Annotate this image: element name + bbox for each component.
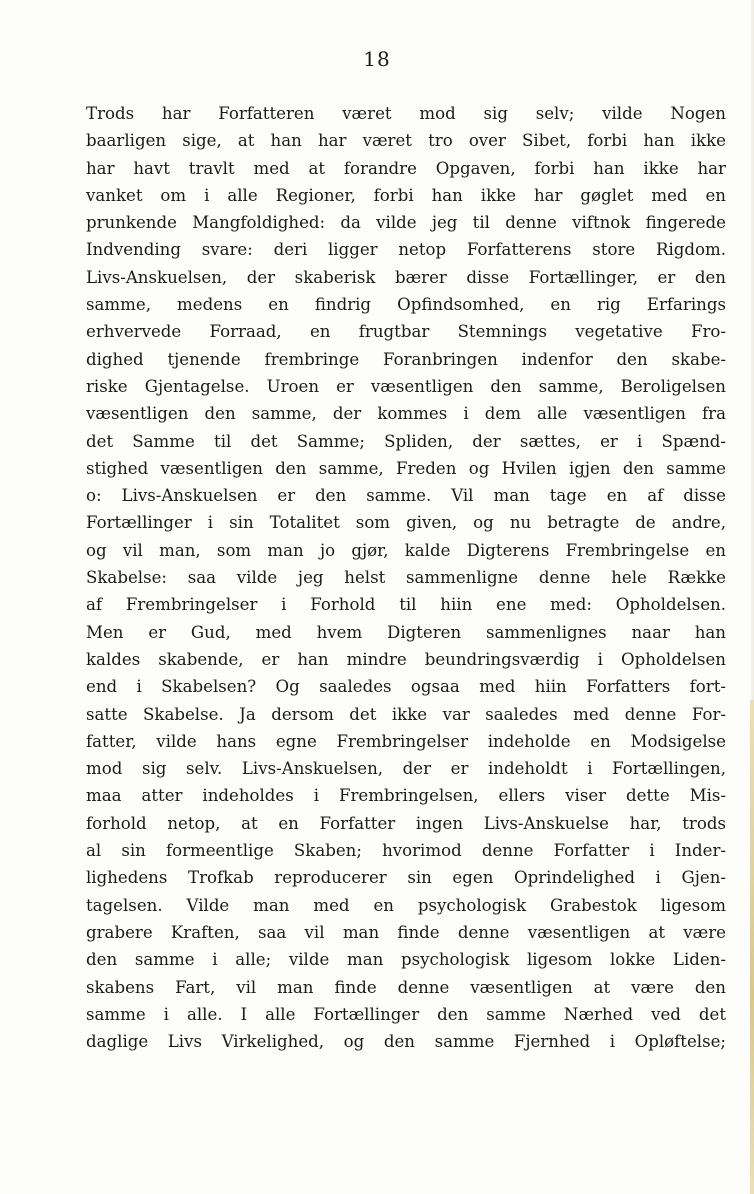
text-line: af Frembringelser i Forhold til hiin ene med: Opholdelsen.: [86, 595, 726, 615]
text-line: grabere Kraften, saa vil man finde denne væsentligen at være: [86, 922, 726, 942]
body-text: [86, 100, 726, 1055]
text-line: maa atter indeholdes i Frembringelsen, ellers viser dette Mis-: [86, 786, 726, 806]
text-line: daglige Livs Virkelighed, og den samme Fjernhed i Opløftelse;: [86, 1032, 726, 1052]
text-line: Skabelse: saa vilde jeg helst sammenligne denne hele Række: [86, 568, 726, 588]
text-line: o: Livs-Anskuelsen er den samme. Vil man tage en af disse: [86, 486, 726, 506]
text-line: Indvending svare: deri ligger netop Forfatterens store Rigdom.: [86, 240, 726, 260]
text-line: den samme i alle; vilde man psychologisk ligesom lokke Liden-: [86, 950, 726, 970]
text-line: Trods har Forfatteren været mod sig selv; vilde Nogen: [86, 104, 726, 123]
text-line: Livs-Anskuelsen, der skaberisk bærer disse Fortællinger, er den: [86, 267, 726, 287]
text-line: vanket om i alle Regioner, forbi han ikke har gøglet med en: [86, 185, 726, 205]
text-line: samme, medens en findrig Opfindsomhed, en rig Erfarings: [86, 295, 726, 315]
text-line: og vil man, som man jo gjør, kalde Digterens Frembringelse en: [86, 540, 726, 560]
text-line: end i Skabelsen? Og saaledes ogsaa med hiin Forfatters fort-: [86, 677, 726, 697]
text-line: prunkende Mangfoldighed: da vilde jeg til denne viftnok fingerede: [86, 213, 726, 233]
text-line: riske Gjentagelse. Uroen er væsentligen den samme, Beroligelsen: [86, 376, 726, 396]
text-line: Men er Gud, med hvem Digteren sammenlignes naar han: [86, 622, 726, 642]
text-line: væsentligen den samme, der kommes i dem alle væsentligen fra: [86, 404, 726, 424]
text-line: tagelsen. Vilde man med en psychologisk Grabestok ligesom: [86, 895, 726, 915]
text-line: lighedens Trofkab reproducerer sin egen Oprindelighed i Gjen-: [86, 868, 726, 888]
text-line: erhvervede Forraad, en frugtbar Stemnings vegetative Fro-: [86, 322, 726, 342]
text-line: stighed væsentligen den samme, Freden og Hvilen igjen den samme: [86, 458, 726, 478]
text-line: det Samme til det Samme; Spliden, der sættes, er i Spænd-: [86, 431, 726, 451]
text-line: forhold netop, at en Forfatter ingen Livs-Anskuelse har, trods: [86, 813, 726, 833]
text-line: dighed tjenende frembringe Foranbringen indenfor den skabe-: [86, 349, 726, 369]
page-edge-stain: [750, 700, 754, 1194]
text-line: har havt travlt med at forandre Opgaven, forbi han ikke har: [86, 158, 726, 178]
text-line: fatter, vilde hans egne Frembringelser indeholde en Modsigelse: [86, 731, 726, 751]
text-line: satte Skabelse. Ja dersom det ikke var saaledes med denne For-: [86, 704, 726, 724]
text-line: Fortællinger i sin Totalitet som given, og nu betragte de andre,: [86, 513, 726, 533]
page-number: 18: [363, 47, 391, 71]
text-line: al sin formeentlige Skaben; hvorimod denne Forfatter i Inder-: [86, 841, 726, 861]
text-line: skabens Fart, vil man finde denne væsentligen at være den: [86, 977, 726, 997]
text-line: kaldes skabende, er han mindre beundringsværdig i Opholdelsen: [86, 649, 726, 669]
text-line: baarligen sige, at han har været tro over Sibet, forbi han ikke: [86, 131, 726, 151]
text-line: mod sig selv. Livs-Anskuelsen, der er indeholdt i Fortællingen,: [86, 759, 726, 779]
text-line: samme i alle. I alle Fortællinger den samme Nærhed ved det: [86, 1004, 726, 1024]
